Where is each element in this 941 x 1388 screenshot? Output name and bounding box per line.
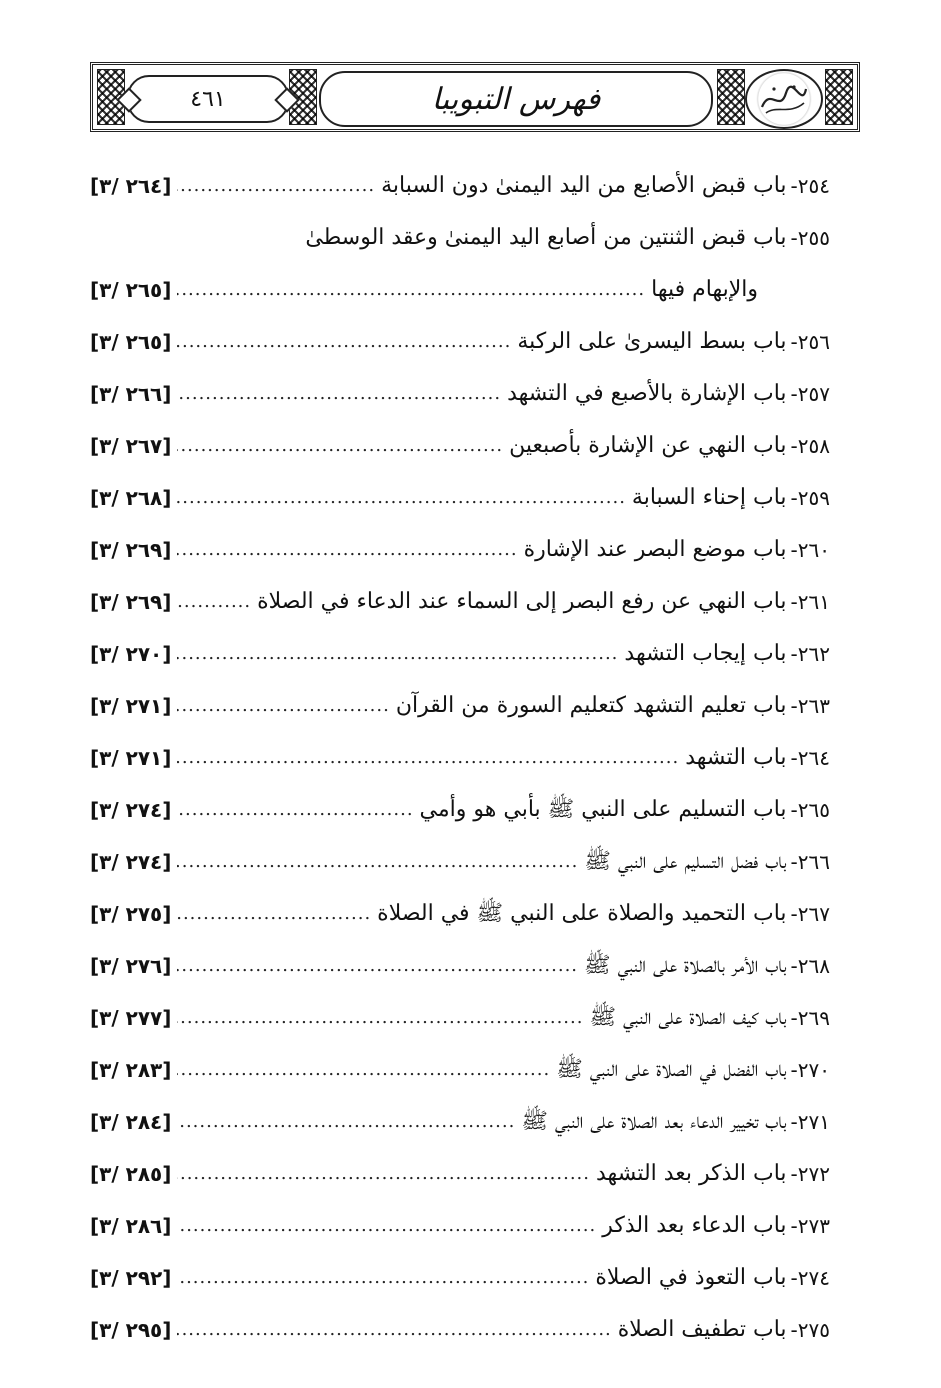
toc-entry[interactable]: [90, 1258, 830, 1298]
toc-entry[interactable]: [90, 790, 830, 830]
leader-dots: [177, 686, 389, 726]
toc-entry[interactable]: [90, 166, 830, 206]
leader-dots: [177, 1310, 611, 1350]
entry-reference: [٢٨٦ /٣]: [90, 1214, 172, 1238]
entry-title: باب التشهد: [685, 745, 787, 770]
entry-title: باب إيجاب التشهد: [624, 641, 787, 666]
entry-number: ٢٧٢-: [790, 1162, 830, 1186]
entry-title: باب تخيير الدعاء بعد الصلاة على النبي ﷺ: [521, 1109, 787, 1134]
toc-entry[interactable]: [90, 530, 830, 570]
leader-dots: [177, 946, 578, 986]
entry-number: ٢٦٦-: [790, 850, 830, 874]
toc-entry[interactable]: [90, 582, 830, 622]
entry-number: ٢٥٧-: [790, 382, 830, 406]
entry-title: باب قبض الثنتين من أصابع اليد اليمنىٰ وعقد الوسطىٰ: [305, 225, 787, 250]
toc-entry[interactable]: [90, 1310, 830, 1350]
entry-reference: [٢٦٩ /٣]: [90, 538, 172, 562]
leader-dots: [177, 1258, 589, 1298]
toc-entry[interactable]: [90, 946, 830, 986]
entry-title: باب كيف الصلاة على النبي ﷺ: [589, 1005, 787, 1030]
entry-title: باب الأمر بالصلاة على النبي ﷺ: [584, 953, 787, 978]
entry-reference: [٢٦٦ /٣]: [90, 382, 172, 406]
entry-number: ٢٦٤-: [790, 746, 830, 770]
entry-title: باب قبض الأصابع من اليد اليمنىٰ دون السبابة: [381, 173, 787, 198]
entry-title: والإبهام فيها: [651, 277, 758, 302]
book-logo-icon: [745, 69, 823, 129]
toc-entry[interactable]: [90, 426, 830, 466]
toc-entry[interactable]: [90, 738, 830, 778]
page-header: [90, 62, 860, 132]
entry-reference: [٢٦٨ /٣]: [90, 486, 172, 510]
entry-reference: [٢٩٢ /٣]: [90, 1266, 172, 1290]
entry-title: باب إحناء السبابة: [631, 485, 787, 510]
entry-reference: [٢٦٤ /٣]: [90, 174, 172, 198]
leader-dots: [177, 322, 511, 362]
leader-dots: [177, 478, 626, 518]
entry-reference: [٢٧٧ /٣]: [90, 1006, 172, 1030]
entry-reference: [٢٧٥ /٣]: [90, 902, 172, 926]
entry-number: ٢٧٠-: [790, 1058, 830, 1082]
entry-reference: [٢٧٠ /٣]: [90, 642, 172, 666]
entry-title: باب الفضل في الصلاة على النبي ﷺ: [556, 1057, 787, 1082]
leader-dots: [177, 894, 371, 934]
toc-entry[interactable]: [90, 1050, 830, 1090]
entry-title: باب فضل التسليم على النبي ﷺ: [584, 849, 787, 874]
entry-reference: [٢٦٧ /٣]: [90, 434, 172, 458]
entry-reference: [٢٦٩ /٣]: [90, 590, 172, 614]
entry-number: ٢٧٤-: [790, 1266, 830, 1290]
entry-title: باب تعليم التشهد كتعليم السورة من القرآن: [395, 693, 787, 718]
entry-title: باب التحميد والصلاة على النبي ﷺ في الصلاة: [377, 901, 787, 926]
toc-entry[interactable]: [90, 1206, 830, 1246]
leader-dots: [177, 1154, 590, 1194]
toc-entry[interactable]: [90, 218, 830, 258]
entry-number: ٢٧٣-: [790, 1214, 830, 1238]
title-cartouche: [319, 71, 713, 127]
entry-number: ٢٦١-: [790, 590, 830, 614]
entry-number: ٢٥٥-: [790, 226, 830, 250]
toc-entry-continuation[interactable]: [90, 270, 830, 310]
leader-dots: [177, 582, 251, 622]
entry-title: باب موضع البصر عند الإشارة: [523, 537, 787, 562]
entry-reference: [٢٦٥ /٣]: [90, 278, 172, 302]
leader-dots: [177, 738, 679, 778]
entry-number: ٢٥٨-: [790, 434, 830, 458]
entry-title: باب الدعاء بعد الذكر: [602, 1213, 787, 1238]
leader-dots: [177, 634, 618, 674]
entry-number: ٢٥٦-: [790, 330, 830, 354]
leader-dots: [177, 790, 413, 830]
entry-reference: [٢٧٤ /٣]: [90, 850, 172, 874]
entry-number: ٢٦٨-: [790, 954, 830, 978]
page-title: فهرس التبويبا: [431, 81, 601, 117]
calligraphy-logo-icon: [756, 79, 812, 119]
toc-entry[interactable]: [90, 998, 830, 1038]
leader-dots: [177, 1102, 515, 1142]
toc-entry[interactable]: [90, 374, 830, 414]
entry-number: ٢٧٥-: [790, 1318, 830, 1342]
entry-title: باب النهي عن رفع البصر إلى السماء عند الدعاء في الصلاة: [257, 589, 787, 614]
ornament-border: [717, 69, 745, 125]
toc-entry[interactable]: [90, 478, 830, 518]
entry-reference: [٢٧٦ /٣]: [90, 954, 172, 978]
entry-number: ٢٧١-: [790, 1110, 830, 1134]
page-number-cartouche: [127, 75, 289, 123]
leader-dots: [177, 998, 583, 1038]
entry-reference: [٢٩٥ /٣]: [90, 1318, 172, 1342]
entry-reference: [٢٨٥ /٣]: [90, 1162, 172, 1186]
ornament-border: [825, 69, 853, 125]
toc-entry[interactable]: [90, 894, 830, 934]
toc-entry[interactable]: [90, 634, 830, 674]
entry-number: ٢٥٤-: [790, 174, 830, 198]
entry-reference: [٢٦٥ /٣]: [90, 330, 172, 354]
entry-number: ٢٥٩-: [790, 486, 830, 510]
toc-entry[interactable]: [90, 1102, 830, 1142]
entry-reference: [٢٨٣ /٣]: [90, 1058, 172, 1082]
entry-reference: [٢٧١ /٣]: [90, 746, 172, 770]
entry-number: ٢٦٧-: [790, 902, 830, 926]
entry-number: ٢٦٢-: [790, 642, 830, 666]
entry-title: باب الذكر بعد التشهد: [596, 1161, 787, 1186]
entry-title: باب بسط اليسرىٰ على الركبة: [517, 329, 787, 354]
toc-entry[interactable]: [90, 686, 830, 726]
leader-dots: [177, 1050, 550, 1090]
entry-reference: [٢٧٤ /٣]: [90, 798, 172, 822]
entry-title: باب التسليم على النبي ﷺ بأبي هو وأمي: [419, 797, 787, 822]
entry-reference: [٢٧١ /٣]: [90, 694, 172, 718]
entry-title: باب التعوذ في الصلاة: [595, 1265, 787, 1290]
leader-dots: [177, 166, 375, 206]
page-number: ٤٦١: [190, 86, 226, 112]
entry-reference: [٢٨٤ /٣]: [90, 1110, 172, 1134]
leader-dots: [177, 842, 578, 882]
entry-number: ٢٦٥-: [790, 798, 830, 822]
entry-title: باب تطفيف الصلاة: [617, 1317, 787, 1342]
toc-entry[interactable]: [90, 842, 830, 882]
entry-number: ٢٦٠-: [790, 538, 830, 562]
leader-dots: [177, 270, 645, 310]
toc-entry[interactable]: [90, 1154, 830, 1194]
leader-dots: [177, 374, 501, 414]
entry-number: ٢٦٣-: [790, 694, 830, 718]
leader-dots: [177, 1206, 596, 1246]
entry-title: باب النهي عن الإشارة بأصبعين: [509, 433, 787, 458]
leader-dots: [177, 426, 503, 466]
entry-number: ٢٦٩-: [790, 1006, 830, 1030]
leader-dots: [177, 530, 517, 570]
toc-entry[interactable]: [90, 322, 830, 362]
entry-title: باب الإشارة بالأصبع في التشهد: [507, 381, 787, 406]
